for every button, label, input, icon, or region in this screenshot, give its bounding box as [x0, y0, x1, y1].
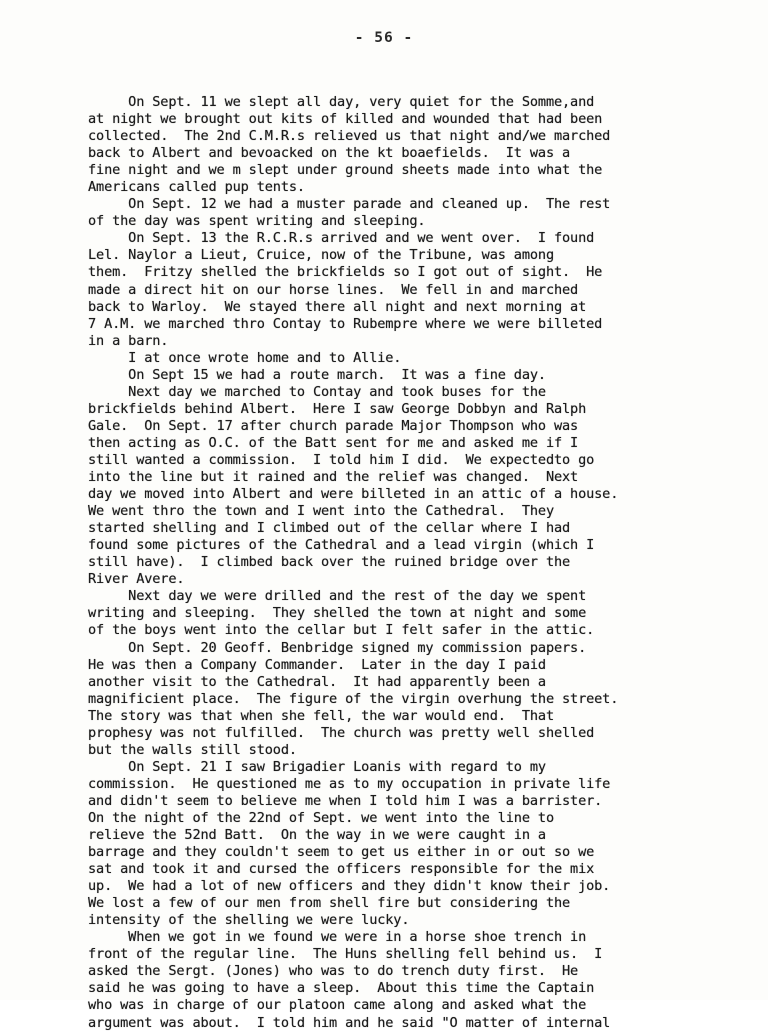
text-line: barrage and they couldn't seem to get us either in or out so we	[88, 844, 595, 861]
text-line: River Avere.	[88, 571, 185, 588]
text-line: Next day we marched to Contay and took buses for the	[88, 383, 546, 400]
text-line: of the day was spent writing and sleeping.	[88, 213, 426, 230]
text-line: When we got in we found we were in a horse shoe trench in	[88, 929, 587, 946]
page-number: - 56 -	[354, 30, 414, 46]
text-line: into the line but it rained and the relief was changed. Next	[88, 469, 579, 486]
text-line: On the night of the 22nd of Sept. we went into the line to	[88, 809, 554, 826]
text-line: said he was going to have a sleep. About this time the Captain	[88, 980, 595, 997]
text-line: brickfields behind Albert. Here I saw George Dobbyn and Ralph	[88, 400, 587, 417]
text-line: still wanted a commission. I told him I did. We expectedto go	[88, 451, 595, 468]
text-line: We lost a few of our men from shell fire but considering the	[88, 895, 571, 912]
text-line: The story was that when she fell, the war would end. That	[88, 707, 554, 724]
text-line: then acting as O.C. of the Batt sent for me and asked me if I	[88, 434, 579, 451]
text-line: at night we brought out kits of killed and wounded that had been	[88, 111, 603, 128]
text-line: in a barn.	[88, 332, 169, 349]
text-line: On Sept. 11 we slept all day, very quiet for the Somme,and	[88, 94, 595, 110]
text-line: Next day we were drilled and the rest of the day we spent	[88, 588, 587, 605]
text-line: commission. He questioned me as to my occupation in private life	[88, 775, 611, 792]
text-line: made a direct hit on our horse lines. We fell in and marched	[88, 281, 579, 298]
text-line: Americans called pup tents.	[88, 179, 305, 196]
text-line: On Sept. 21 I saw Brigadier Loanis with regard to my	[88, 758, 546, 775]
text-line: found some pictures of the Cathedral and a lead virgin (which I	[88, 537, 595, 554]
text-line: We went thro the town and I went into the Cathedral. They	[88, 503, 554, 520]
text-line: and didn't seem to believe me when I told him I was a barrister.	[88, 792, 603, 809]
text-line: On Sept 15 we had a route march. It was a fine day.	[88, 366, 546, 383]
text-line: another visit to the Cathedral. It had apparently been a	[88, 673, 546, 690]
text-line: up. We had a lot of new officers and they didn't know their job.	[88, 878, 611, 895]
text-line: fine night and we m slept under ground sheets made into what the	[88, 162, 603, 179]
text-line: relieve the 52nd Batt. On the way in we were caught in a	[88, 827, 546, 844]
text-line: writing and sleeping. They shelled the town at night and some	[88, 605, 587, 622]
text-line: back to Warloy. We stayed there all night and next morning at	[88, 298, 587, 315]
text-line: them. Fritzy shelled the brickfields so I got out of sight. He	[88, 264, 603, 281]
text-line: front of the regular line. The Huns shelling fell behind us. I	[88, 946, 603, 963]
text-line: I at once wrote home and to Allie.	[88, 349, 402, 366]
text-line: day we moved into Albert and were billeted in an attic of a house.	[88, 486, 619, 503]
text-line: asked the Sergt. (Jones) who was to do trench duty first. He	[88, 963, 579, 980]
text-line: back to Albert and bevoacked on the kt boaefields. It was a	[88, 145, 571, 162]
text-line: who was in charge of our platoon came along and asked what the	[88, 997, 587, 1014]
text-line: still have). I climbed back over the ruined bridge over the	[88, 554, 571, 571]
text-line: intensity of the shelling we were lucky.	[88, 912, 410, 929]
text-line: Lel. Naylor a Lieut, Cruice, now of the Tribune, was among	[88, 247, 554, 264]
text-line: On Sept. 12 we had a muster parade and cleaned up. The rest	[88, 196, 611, 213]
text-line: but the walls still stood.	[88, 741, 297, 758]
text-line: He was then a Company Commander. Later in the day I paid	[88, 656, 546, 673]
text-line: 7 A.M. we marched thro Contay to Rubempre where we were billeted	[88, 315, 603, 332]
text-line: of the boys went into the cellar but I felt safer in the attic.	[88, 622, 595, 639]
text-line: magnificient place. The figure of the virgin overhung the street.	[88, 690, 619, 707]
text-line: collected. The 2nd C.M.R.s relieved us that night and/we marched	[88, 128, 611, 145]
text-line: On Sept. 20 Geoff. Benbridge signed my commission papers.	[88, 639, 587, 656]
text-line: sat and took it and cursed the officers responsible for the mix	[88, 861, 595, 878]
text-line: prophesy was not fulfilled. The church was pretty well shelled	[88, 724, 595, 741]
text-line: argument was about. I told him and he said "O matter of internal	[88, 1014, 611, 1031]
text-line: On Sept. 13 the R.C.R.s arrived and we went over. I found	[88, 230, 595, 247]
text-line: started shelling and I climbed out of the cellar where I had	[88, 520, 571, 537]
body-text	[88, 94, 703, 1032]
text-line: Gale. On Sept. 17 after church parade Major Thompson who was	[88, 417, 579, 434]
